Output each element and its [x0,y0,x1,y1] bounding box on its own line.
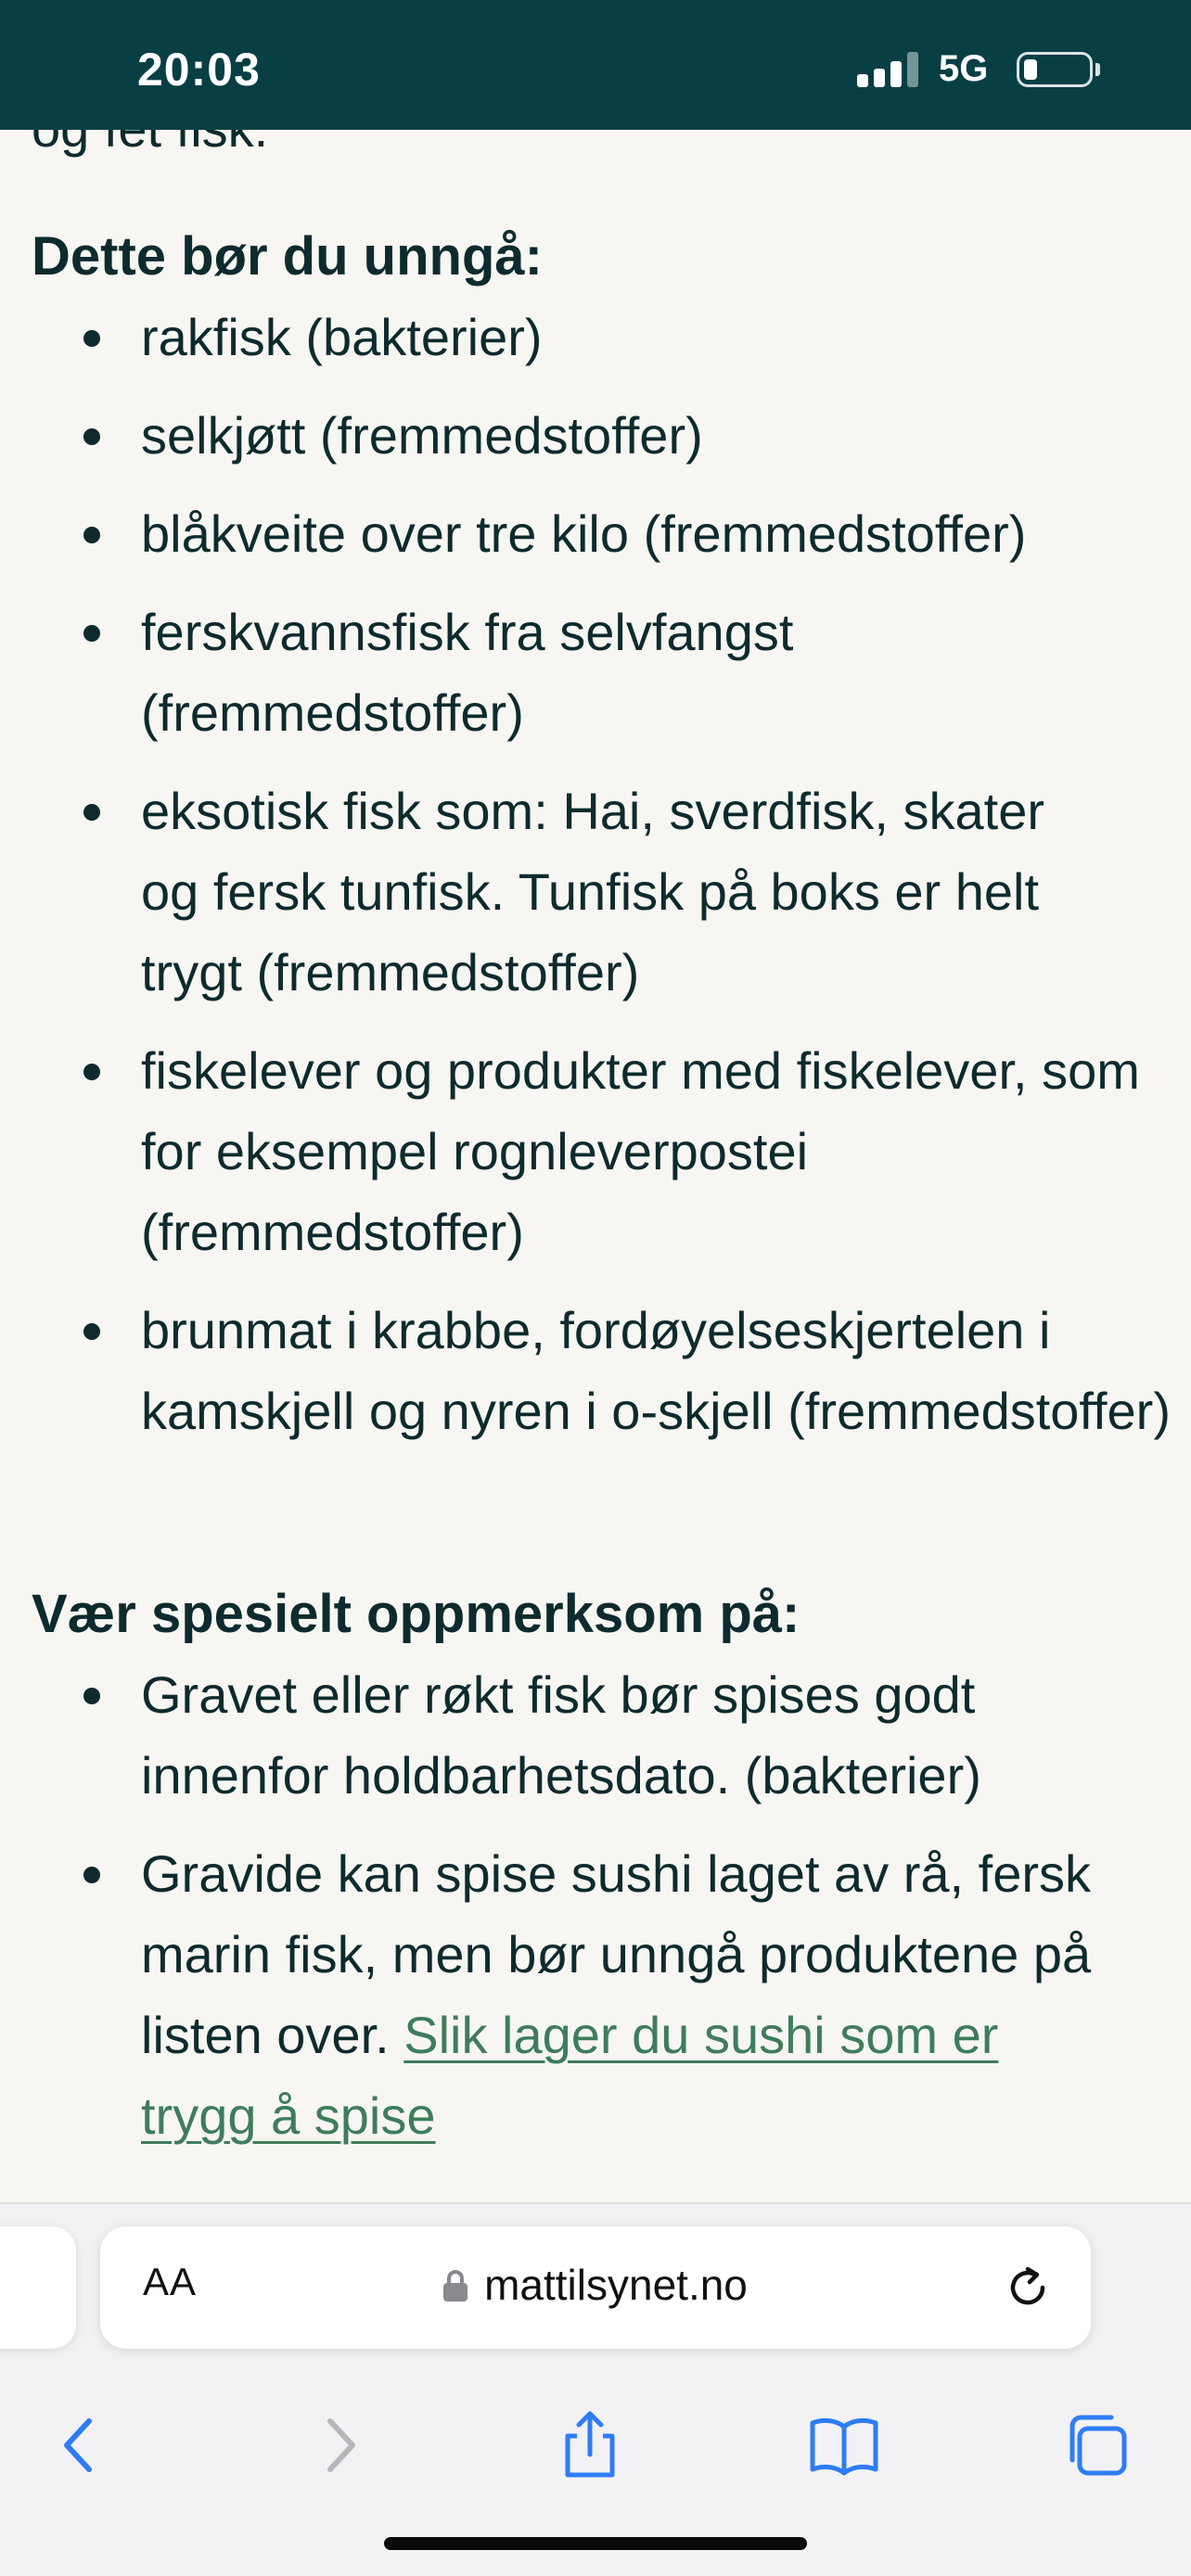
list-item-text: selkjøtt (fremmedstoffer) [141,406,703,465]
home-indicator[interactable] [384,2537,807,2550]
reload-icon[interactable] [1002,2262,1054,2314]
attention-section [0,1575,1191,2174]
lock-icon [443,2270,467,2302]
list-item-text: eksotisk fisk som: Hai, sverdfisk, skater og fersk tunfisk. Tunfisk på boks er helt trygt (fremmedstoffer) [141,782,1045,1001]
bullet-icon [83,527,100,543]
sushi-guide-link[interactable]: Slik lager du sushi som er trygg å spise [141,2006,999,2145]
tabs-button[interactable] [1059,2408,1133,2482]
list-item-text: fiskelever og produkter med fiskelever, som for eksempel rognleverpostei (fremmedstoffer) [141,1041,1140,1261]
list-item [0,297,1191,377]
section-title-attention: Vær spesielt oppmerksom på: [32,1584,800,1644]
avoid-section [0,217,1191,1469]
address-bar[interactable] [100,2226,1091,2349]
bullet-icon [83,1323,100,1340]
bullet-icon [83,1688,100,1704]
previous-tab-preview[interactable] [0,2226,76,2349]
bookmarks-button[interactable] [807,2408,881,2482]
list-item [0,493,1191,574]
bullet-icon [83,1867,100,1883]
status-time: 20:03 [137,44,261,96]
back-button[interactable] [43,2408,117,2482]
forward-button[interactable] [302,2408,377,2482]
text-size-label: AA [143,2260,198,2303]
list-item [0,771,1191,1013]
list-item [0,1290,1191,1451]
browser-toolbar [0,2380,1191,2501]
list-item [0,1654,1191,1816]
bullet-icon [83,804,100,821]
list-item-text: Gravet eller røkt fisk bør spises godt innenfor holdbarhetsdato. (bakterier) [141,1665,981,1804]
list-item-text: Gravide kan spise sushi laget av rå, fersk marin fisk, men bør unngå produktene på listen over. [141,1844,1092,2064]
list-item-text: blåkveite over tre kilo (fremmedstoffer) [141,504,1027,563]
list-item-text: rakfisk (bakterier) [141,308,543,366]
list-item-text: ferskvannsfisk fra selvfangst (fremmedstoffer) [141,603,794,742]
status-bar [0,0,1191,130]
list-item [0,592,1191,753]
battery-icon [1017,52,1093,87]
signal-icon [857,52,918,87]
attention-list [0,1654,1191,2156]
bullet-icon [83,330,100,347]
avoid-list [0,297,1191,1451]
list-item [0,1833,1191,2156]
network-type: 5G [939,48,989,89]
bullet-icon [83,428,100,445]
share-button[interactable] [553,2408,627,2482]
list-item-text: brunmat i krabbe, fordøyelseskjertelen i kamskjell og nyren i o-skjell (fremmedstoffer) [141,1301,1171,1440]
bullet-icon [83,1064,100,1080]
list-item [0,1030,1191,1272]
url-display[interactable] [100,2260,1091,2310]
browser-chrome [0,2202,1191,2576]
battery-tip [1095,63,1100,76]
section-title-avoid: Dette bør du unngå: [32,226,543,287]
list-item [0,395,1191,476]
domain-text: mattilsynet.no [484,2261,748,2309]
bullet-icon [83,625,100,642]
